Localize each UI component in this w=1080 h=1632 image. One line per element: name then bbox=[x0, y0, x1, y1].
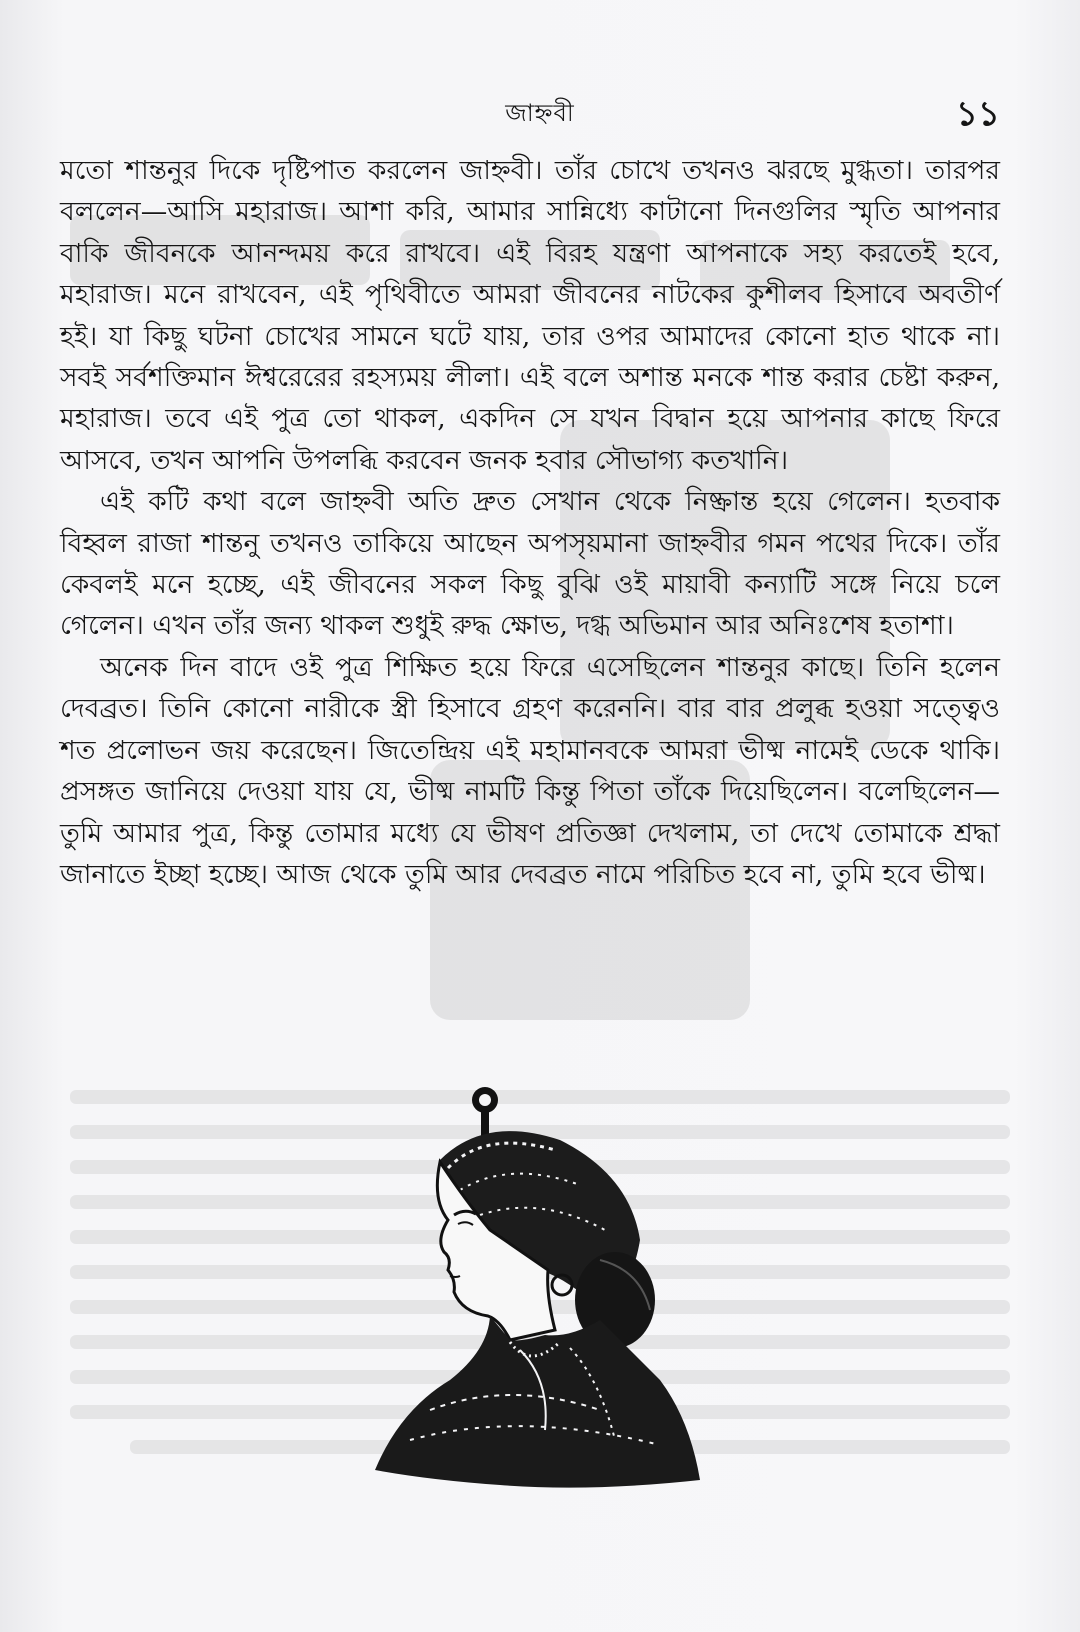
body-text bbox=[60, 150, 1000, 895]
paragraph-1: মতো শান্তনুর দিকে দৃষ্টিপাত করলেন জাহ্নবী। তাঁর চোখে তখনও ঝরছে মুগ্ধতা। তারপর বললেন—আসি মহারাজ। আশা করি, আমার সান্নিধ্যে কাটানো দিনগুলির স্মৃতি আপনার বাকি জীবনকে আনন্দময় করে রাখবে। এই বিরহ যন্ত্রণা আপনাকে সহ্য করতেই হবে, মহারাজ। মনে রাখবেন, এই পৃথিবীতে আমরা জীবনের নাটকের কুশীলব হিসাবে অবতীর্ণ হই। যা কিছু ঘটনা চোখের সামনে ঘটে যায়, তার ওপর আমাদের কোনো হাত থাকে না। সবই সর্বশক্তিমান ঈশ্বরেরের রহস্যময় লীলা। এই বলে অশান্ত মনকে শান্ত করার চেষ্টা করুন, মহারাজ। তবে এই পুত্র তো থাকল, একদিন সে যখন বিদ্বান হয়ে আপনার কাছে ফিরে আসবে, তখন আপনি উপলব্ধি করবেন জনক হবার সৌভাগ্য কতখানি। bbox=[60, 155, 1000, 476]
woman-portrait-illustration bbox=[370, 1080, 730, 1530]
page-number: ১১ bbox=[955, 94, 1000, 134]
running-title: জাহ্নবী bbox=[505, 99, 575, 127]
headdress-jewel-icon bbox=[472, 1087, 498, 1138]
paragraph-3: অনেক দিন বাদে ওই পুত্র শিক্ষিত হয়ে ফিরে এসেছিলেন শান্তনুর কাছে। তিনি হলেন দেবব্রত। তিনি কোনো নারীকে স্ত্রী হিসাবে গ্রহণ করেননি। বার বার প্রলুব্ধ হওয়া সত্ত্বেও শত প্রলোভন জয় করেছেন। জিতেন্দ্রিয় এই মহামানবকে আমরা ভীষ্ম নামেই ডেকে থাকি। প্রসঙ্গত জানিয়ে দেওয়া যায় যে, ভীষ্ম নামটি কিন্তু পিতা তাঁকে দিয়েছিলেন। বলেছিলেন—তুমি আমার পুত্র, কিন্তু তোমার মধ্যে যে ভীষণ প্রতিজ্ঞা দেখলাম, তা দেখে তোমাকে শ্রদ্ধা জানাতে ইচ্ছা হচ্ছে। আজ থেকে তুমি আর দেবব্রত নামে পরিচিত হবে না, তুমি হবে ভীষ্ম। bbox=[60, 651, 1000, 890]
paragraph-2: এই কটি কথা বলে জাহ্নবী অতি দ্রুত সেখান থেকে নিষ্ক্রান্ত হয়ে গেলেন। হতবাক বিহ্বল রাজা শান্তনু তখনও তাকিয়ে আছেন অপসৃয়মানা জাহ্নবীর গমন পথের দিকে। তাঁর কেবলই মনে হচ্ছে, এই জীবনের সকল কিছু বুঝি ওই মায়াবী কন্যাটি সঙ্গে নিয়ে চলে গেলেন। এখন তাঁর জন্য থাকল শুধুই রুদ্ধ ক্ষোভ, দগ্ধ অভিমান আর অনিঃশেষ হতাশা। bbox=[60, 486, 1000, 642]
